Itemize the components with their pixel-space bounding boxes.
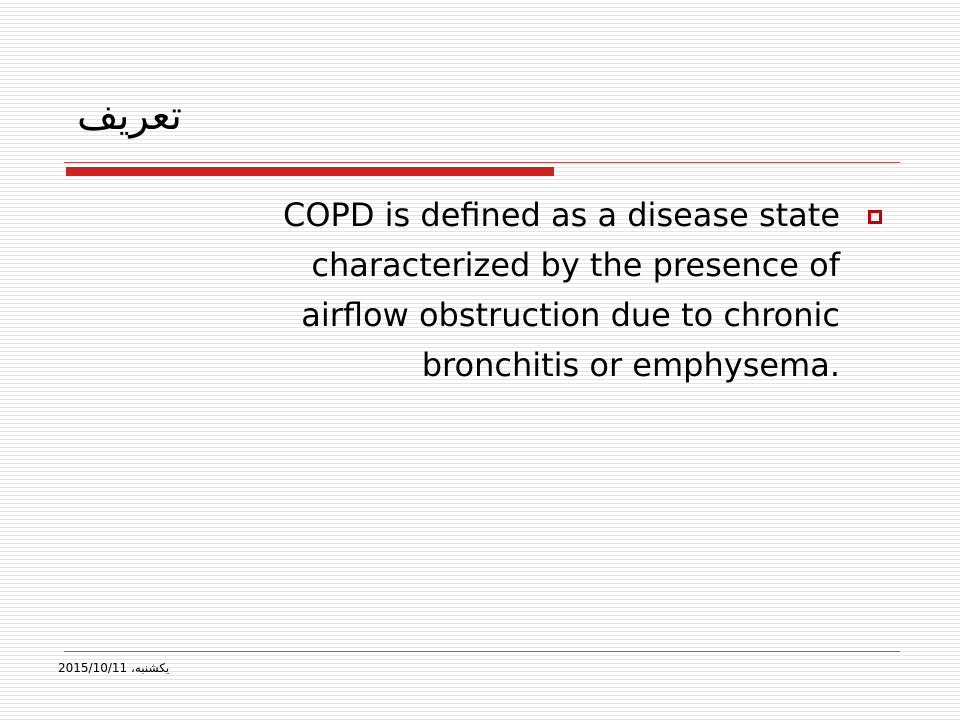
bullet-text-line: bronchitis or emphysema.: [421, 346, 840, 384]
footer-divider-line: [64, 651, 900, 652]
bullet-item: [120, 190, 902, 390]
title-accent-bar: [66, 167, 554, 176]
title-divider-line: [64, 162, 900, 163]
bullet-text-line: airflow obstruction due to chronic: [301, 296, 840, 334]
slide-title: تعريف: [76, 93, 182, 139]
bullet-text-line: characterized by the presence of: [311, 246, 840, 284]
hollow-square-bullet-icon: [868, 210, 882, 224]
footer-date: يكشنبه، 2015/10/11: [58, 661, 170, 675]
bullet-text-line: COPD is defined as a disease state: [283, 196, 840, 234]
bullet-text: [110, 190, 840, 390]
